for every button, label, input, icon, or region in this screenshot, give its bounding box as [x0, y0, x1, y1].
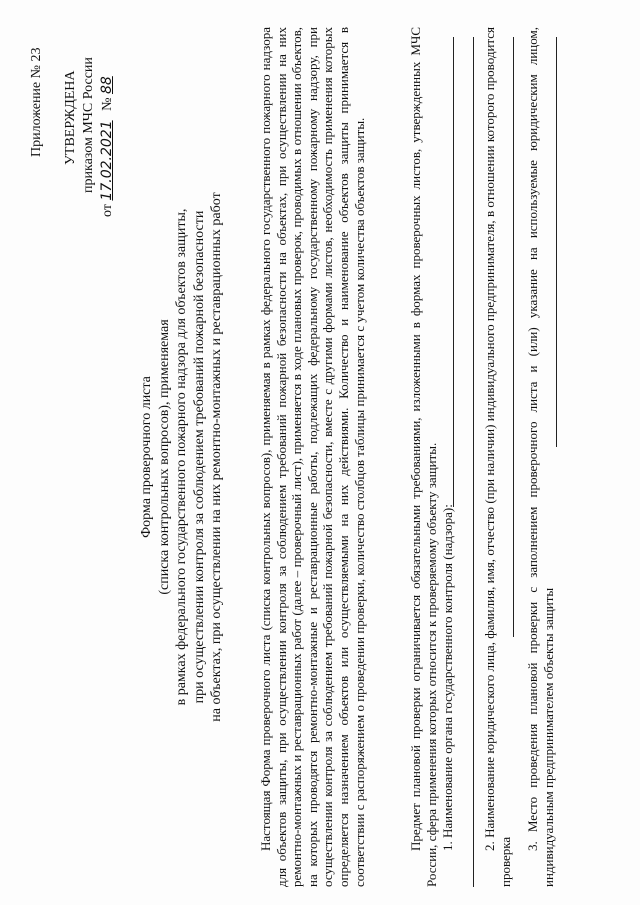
- approval-stamp: [28, 27, 117, 227]
- title-line-5: на объектах, при осуществлении на них ремонтно-монтажных и реставрационных работ: [209, 192, 224, 722]
- title-line-1: Форма проверочного листа: [139, 376, 154, 538]
- order-date-line: [98, 27, 117, 227]
- item-1-fill-line: [453, 37, 454, 507]
- rotated-document: [20, 17, 620, 887]
- title-line-4: при осуществлении контроля за соблюдением требований пожарной безопасности: [191, 210, 207, 704]
- item-3-inspection-place: 3. Место проведения плановой проверки с заполнением проверочного листа и (или) указание на используемые юридическим лицом, индивидуальным предпринимателем объекты защиты: [525, 27, 556, 887]
- inspection-subject-paragraph: Предмет плановой проверки ограничивается обязательными требованиями, изложенными в формах проверочных листов, утвержденных МЧС России, сфера применения которых относится к проверяемому объекту защиты.: [408, 27, 439, 887]
- number-prefix: №: [100, 97, 115, 111]
- title-line-2: (списка контрольных вопросов), применяемая: [156, 319, 172, 595]
- appendix-number: Приложение № 23: [29, 47, 44, 157]
- form-title: [138, 157, 226, 757]
- paragraph-1: Настоящая Форма проверочного листа (списка контрольных вопросов), применяемая в рамках федерального государственного пожарного надзора для объектов защиты, при осуществлении контроля за соблюдением требований пожарной безопасности на объектах, при осуществлении на них ремонтно-монтажных и реставрационных работ (далее – проверочный лист), применяется в ходе плановых проверок, проводимых в отношении объектов, на которых проводятся ремонтно-монтажные и реставрационные работы, подлежащих федеральному государственному пожарному надзору, при осуществлении контроля за соблюдением требований пожарной безопасности, вместе с другими формами листов, необходимость применения которых определяется назначением объектов или осуществляемыми на них действиями. Количество и наименование объектов защиты принимается в соответствии с распоряжением о проведении проверки, количество столбцов таблицы принимается с учетом количества объектов защиты.: [258, 27, 367, 887]
- item-2-legal-entity: 2. Наименование юридического лица, фамилия, имя, отчество (при наличии) индивидуального предпринимателя, в отношении которого проводится проверка: [482, 27, 513, 887]
- item-3-fill-line: [556, 37, 557, 447]
- intro-paragraph: [258, 27, 367, 887]
- item-2-fill-line: [513, 37, 514, 637]
- handwritten-date: 17.02.2021: [99, 120, 115, 201]
- order-label: приказом МЧС России: [81, 57, 96, 193]
- item-1-control-body: 1. Наименование органа государственного контроля (надзора):: [440, 504, 455, 851]
- handwritten-number: 88: [99, 76, 115, 95]
- date-prefix: от: [100, 204, 115, 217]
- title-line-3: в рамках федерального государственного пожарного надзора для объектов защиты,: [174, 208, 189, 706]
- item-1-fill-line-2: [473, 37, 474, 887]
- approved-label: УТВЕРЖДЕНА: [63, 70, 78, 165]
